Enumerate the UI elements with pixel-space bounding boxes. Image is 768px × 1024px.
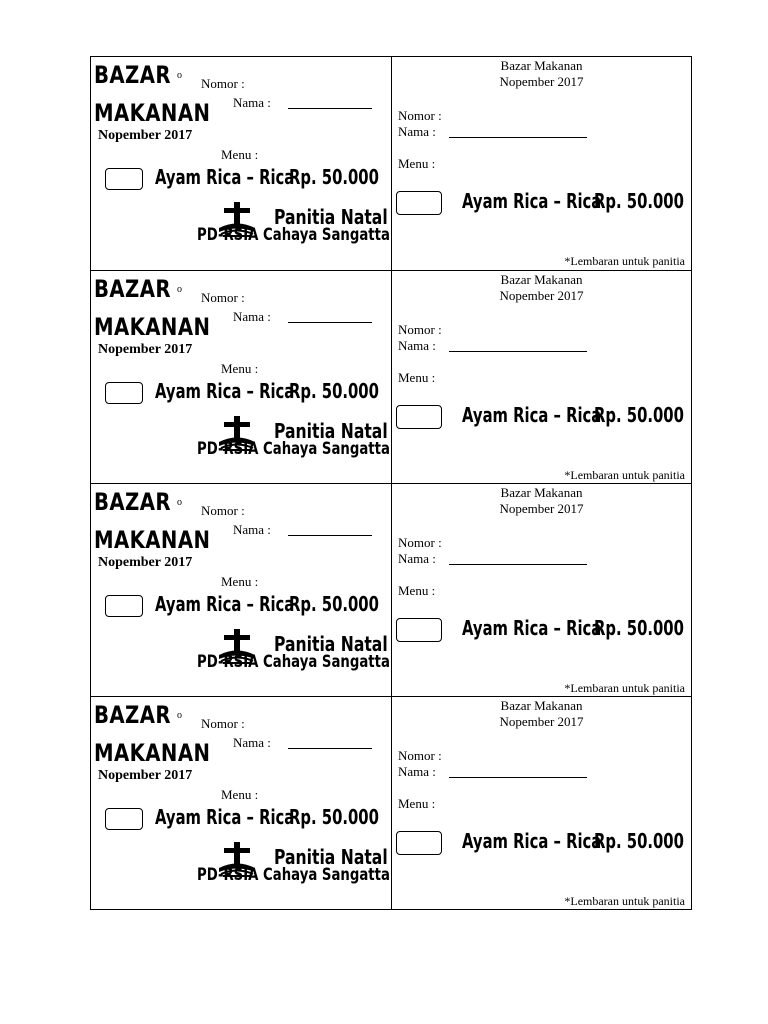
- stub-menu-label: Menu :: [398, 796, 436, 811]
- ticket-row: [91, 696, 691, 910]
- stub-menu-item-price: Rp. 50.000: [594, 829, 684, 853]
- menu-checkbox[interactable]: [105, 808, 143, 830]
- stub-title: Bazar Makanan: [500, 698, 583, 713]
- menu-item-name: Ayam Rica – Rica: [155, 805, 295, 829]
- menu-label: Menu :: [221, 147, 259, 162]
- ticket-sheet: [90, 56, 692, 910]
- menu-label: Menu :: [221, 787, 259, 802]
- stub-menu-checkbox[interactable]: [396, 405, 442, 429]
- menu-checkbox[interactable]: [105, 168, 143, 190]
- stub-month: Nopember 2017: [499, 74, 584, 89]
- event-month: Nopember 2017: [98, 128, 193, 143]
- menu-item-name: Ayam Rica – Rica: [155, 592, 295, 616]
- stub-menu-item-price: Rp. 50.000: [594, 403, 684, 427]
- ring-mark: o: [177, 497, 182, 508]
- nomor-label: Nomor :: [201, 76, 245, 91]
- organization-name: PD-RSIA Cahaya Sangatta: [197, 865, 390, 885]
- stub-nama-blank-line[interactable]: [449, 767, 587, 778]
- ticket-row: [91, 270, 691, 484]
- ticket-coupon: [91, 57, 391, 270]
- menu-label: Menu :: [221, 361, 259, 376]
- menu-item-name: Ayam Rica – Rica: [155, 165, 295, 189]
- stub-menu-item-name: Ayam Rica – Rica: [462, 403, 602, 427]
- ring-mark: o: [177, 70, 182, 81]
- stub-committee-note: *Lembaran untuk panitia: [564, 468, 685, 482]
- menu-item-price: Rp. 50.000: [289, 379, 379, 403]
- ticket-coupon: [91, 484, 391, 697]
- menu-checkbox[interactable]: [105, 382, 143, 404]
- nama-label: Nama :: [233, 309, 271, 324]
- committee-name: Panitia Natal: [274, 845, 388, 869]
- stub-title: Bazar Makanan: [500, 485, 583, 500]
- nama-label: Nama :: [233, 522, 271, 537]
- stub-title: Bazar Makanan: [500, 58, 583, 73]
- brand-title-bazar: BAZAR: [94, 488, 171, 516]
- stub-menu-item-price: Rp. 50.000: [594, 616, 684, 640]
- stub-menu-label: Menu :: [398, 583, 436, 598]
- organization-name: PD-RSIA Cahaya Sangatta: [197, 439, 390, 459]
- brand-title-makanan: MAKANAN: [94, 526, 211, 554]
- nomor-label: Nomor :: [201, 503, 245, 518]
- stub-nomor-label: Nomor :: [398, 748, 442, 763]
- ticket-row: [91, 483, 691, 697]
- stub-nomor-label: Nomor :: [398, 535, 442, 550]
- event-month: Nopember 2017: [98, 768, 193, 783]
- event-month: Nopember 2017: [98, 342, 193, 357]
- menu-checkbox[interactable]: [105, 595, 143, 617]
- nama-blank-line[interactable]: [288, 312, 372, 323]
- stub-menu-label: Menu :: [398, 370, 436, 385]
- stub-month: Nopember 2017: [499, 288, 584, 303]
- brand-title-makanan: MAKANAN: [94, 313, 211, 341]
- stub-menu-checkbox[interactable]: [396, 191, 442, 215]
- stub-nomor-label: Nomor :: [398, 108, 442, 123]
- committee-name: Panitia Natal: [274, 632, 388, 656]
- menu-item-name: Ayam Rica – Rica: [155, 379, 295, 403]
- nama-label: Nama :: [233, 735, 271, 750]
- menu-label: Menu :: [221, 574, 259, 589]
- ticket-stub: [392, 697, 691, 910]
- stub-month: Nopember 2017: [499, 501, 584, 516]
- ticket-coupon: [91, 271, 391, 484]
- stub-menu-item-price: Rp. 50.000: [594, 189, 684, 213]
- stub-nama-label: Nama :: [398, 551, 436, 566]
- brand-title-bazar: BAZAR: [94, 701, 171, 729]
- ring-mark: o: [177, 710, 182, 721]
- stub-nama-blank-line[interactable]: [449, 341, 587, 352]
- stub-nama-blank-line[interactable]: [449, 127, 587, 138]
- stub-menu-item-name: Ayam Rica – Rica: [462, 829, 602, 853]
- stub-nama-label: Nama :: [398, 338, 436, 353]
- nama-blank-line[interactable]: [288, 738, 372, 749]
- organization-name: PD-RSIA Cahaya Sangatta: [197, 225, 390, 245]
- brand-title-bazar: BAZAR: [94, 61, 171, 89]
- ticket-row: [91, 57, 691, 270]
- stub-nomor-label: Nomor :: [398, 322, 442, 337]
- brand-title-bazar: BAZAR: [94, 275, 171, 303]
- stub-nama-blank-line[interactable]: [449, 554, 587, 565]
- event-month: Nopember 2017: [98, 555, 193, 570]
- ticket-coupon: [91, 697, 391, 910]
- stub-month: Nopember 2017: [499, 714, 584, 729]
- stub-menu-checkbox[interactable]: [396, 618, 442, 642]
- nomor-label: Nomor :: [201, 716, 245, 731]
- nama-blank-line[interactable]: [288, 525, 372, 536]
- brand-title-makanan: MAKANAN: [94, 739, 211, 767]
- menu-item-price: Rp. 50.000: [289, 165, 379, 189]
- ticket-stub: [392, 57, 691, 270]
- ticket-stub: [392, 484, 691, 697]
- menu-item-price: Rp. 50.000: [289, 805, 379, 829]
- stub-committee-note: *Lembaran untuk panitia: [564, 681, 685, 695]
- committee-name: Panitia Natal: [274, 205, 388, 229]
- stub-menu-item-name: Ayam Rica – Rica: [462, 189, 602, 213]
- stub-title: Bazar Makanan: [500, 272, 583, 287]
- stub-nama-label: Nama :: [398, 124, 436, 139]
- stub-committee-note: *Lembaran untuk panitia: [564, 894, 685, 908]
- stub-menu-label: Menu :: [398, 156, 436, 171]
- nomor-label: Nomor :: [201, 290, 245, 305]
- menu-item-price: Rp. 50.000: [289, 592, 379, 616]
- stub-committee-note: *Lembaran untuk panitia: [564, 254, 685, 268]
- ring-mark: o: [177, 284, 182, 295]
- organization-name: PD-RSIA Cahaya Sangatta: [197, 652, 390, 672]
- committee-name: Panitia Natal: [274, 419, 388, 443]
- nama-blank-line[interactable]: [288, 98, 372, 109]
- brand-title-makanan: MAKANAN: [94, 99, 211, 127]
- stub-menu-checkbox[interactable]: [396, 831, 442, 855]
- ticket-stub: [392, 271, 691, 484]
- stub-menu-item-name: Ayam Rica – Rica: [462, 616, 602, 640]
- stub-nama-label: Nama :: [398, 764, 436, 779]
- nama-label: Nama :: [233, 95, 271, 110]
